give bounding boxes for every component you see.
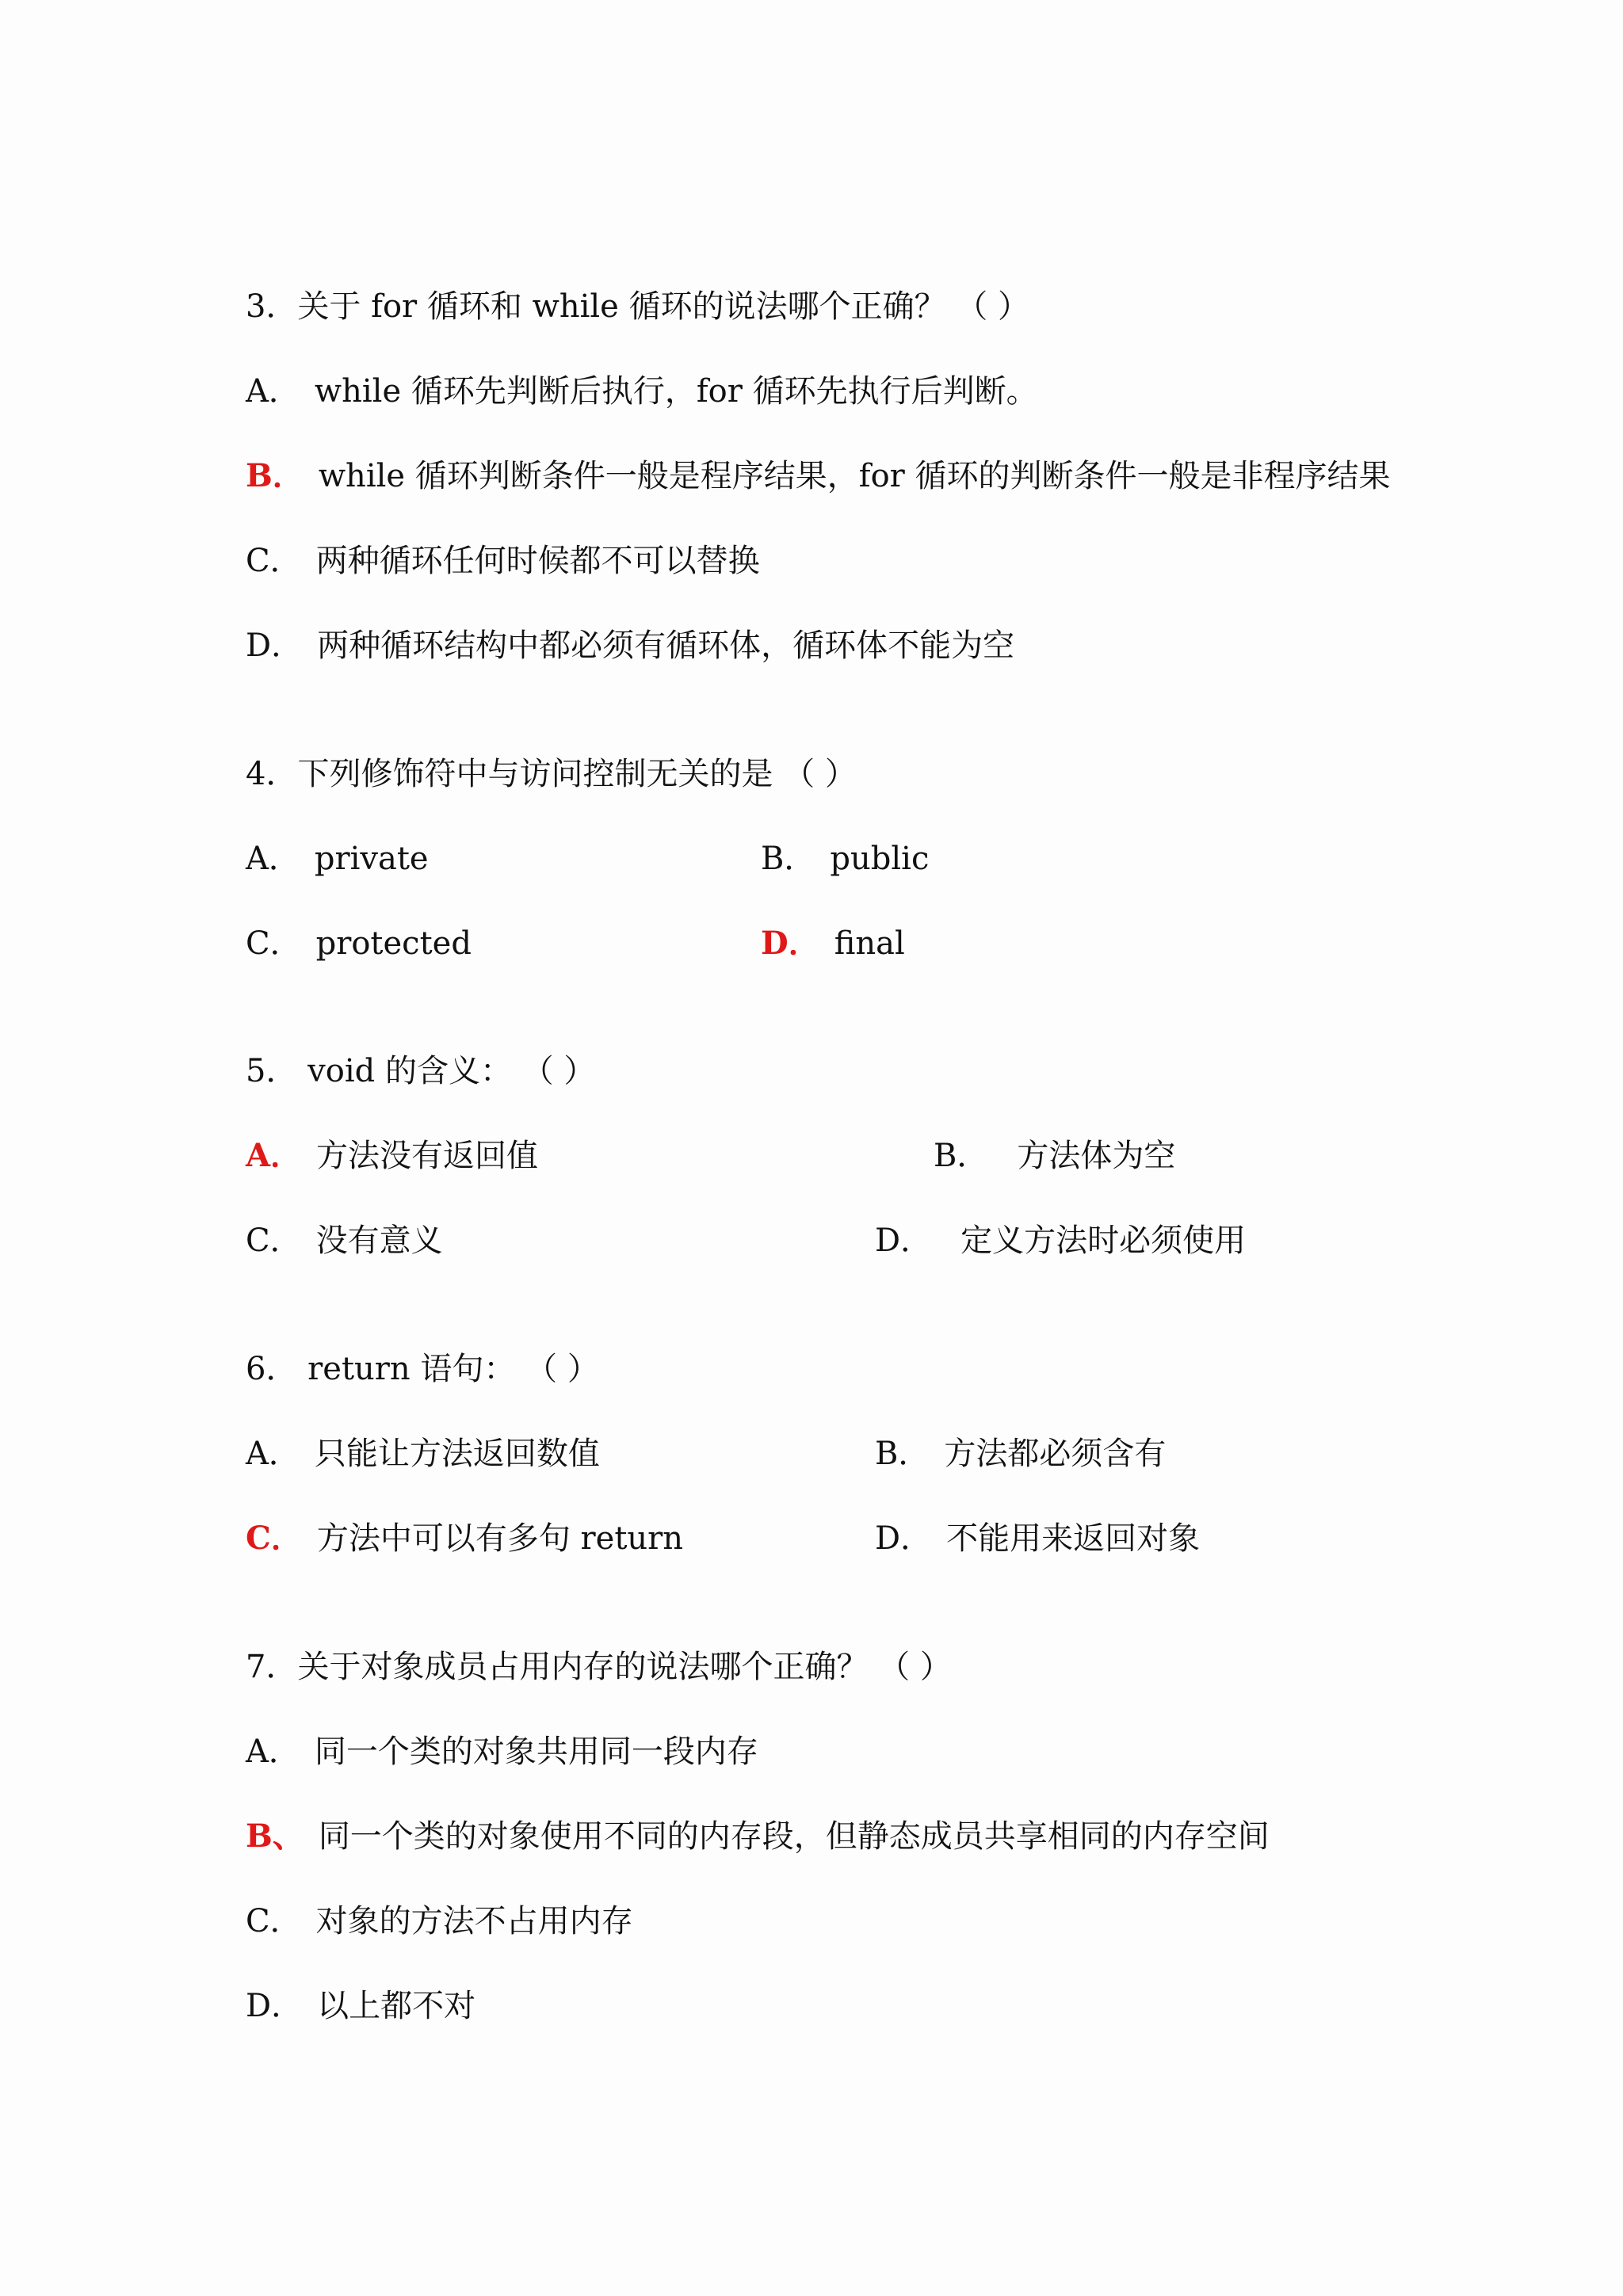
q5-option-b — [934, 1131, 1175, 1181]
option-text: 两种循环任何时候都不可以替换 — [315, 543, 760, 579]
option-letter: A． — [246, 1436, 300, 1472]
option-text: 同一个类的对象使用不同的内存段，但静态成员共享相同的内存空间 — [318, 1818, 1270, 1855]
q4-option-b — [761, 833, 929, 884]
option-letter: C． — [246, 543, 302, 579]
q7-option-a — [246, 1726, 758, 1777]
q6-option-c-answer — [246, 1513, 683, 1564]
question-6-stem: 6． return 语句： （ ） — [246, 1351, 599, 1387]
q4-option-d-answer — [761, 918, 905, 969]
q5-option-d — [875, 1215, 1246, 1266]
q3-option-c — [246, 536, 760, 586]
answer-letter: D． — [761, 925, 820, 962]
option-letter: D． — [875, 1520, 933, 1557]
q7-option-c — [246, 1896, 633, 1947]
q7-option-d — [246, 1981, 475, 2031]
option-text: while 循环判断条件一般是程序结果，for 循环的判断条件一般是非程序结果 — [318, 458, 1391, 494]
q6-option-a — [246, 1428, 600, 1479]
option-text: final — [834, 925, 905, 962]
option-letter: C． — [246, 925, 302, 962]
option-letter: D． — [246, 627, 304, 664]
option-letter: D． — [875, 1222, 933, 1259]
question-3-stem: 3．关于 for 循环和 while 循环的说法哪个正确？ （ ） — [246, 288, 1030, 325]
q3-option-d — [246, 620, 1014, 671]
option-text: 方法体为空 — [1017, 1138, 1176, 1174]
option-letter: C． — [246, 1222, 302, 1259]
q5-option-a-answer — [246, 1131, 538, 1181]
option-letter: B． — [934, 1138, 989, 1174]
option-text: 同一个类的对象共用同一段内存 — [314, 1733, 758, 1770]
option-text: 只能让方法返回数值 — [314, 1436, 600, 1472]
option-text: private — [314, 841, 429, 877]
option-letter: A． — [246, 1733, 300, 1770]
q4-option-a — [246, 833, 429, 884]
option-text: 两种循环结构中都必须有循环体，循环体不能为空 — [317, 627, 1015, 664]
answer-letter: A． — [246, 1137, 303, 1174]
q6-option-b — [875, 1428, 1166, 1479]
option-text: 方法没有返回值 — [316, 1138, 539, 1174]
option-text: protected — [315, 925, 472, 962]
option-text: 定义方法时必须使用 — [960, 1222, 1247, 1259]
q4-option-c — [246, 918, 472, 969]
q3-option-b-answer — [246, 451, 1391, 502]
option-letter: B． — [761, 841, 816, 877]
option-text: 没有意义 — [315, 1222, 443, 1259]
q7-option-b-answer — [246, 1811, 1270, 1862]
answer-letter: C． — [246, 1520, 303, 1557]
option-text: 方法中可以有多句 return — [316, 1520, 684, 1557]
option-letter: C． — [246, 1903, 302, 1939]
answer-letter: B、 — [246, 1817, 304, 1855]
option-text: while 循环先判断后执行，for 循环先执行后判断。 — [314, 373, 1038, 410]
option-text: 对象的方法不占用内存 — [315, 1903, 633, 1939]
option-text: public — [830, 841, 930, 877]
q3-option-a — [246, 366, 1038, 417]
option-letter: A． — [246, 841, 300, 877]
answer-letter: B． — [246, 457, 304, 494]
option-letter: B． — [875, 1436, 930, 1472]
q6-option-d — [875, 1513, 1200, 1564]
option-text: 不能用来返回对象 — [946, 1520, 1201, 1557]
question-5-stem: 5． void 的含义： （ ） — [246, 1053, 596, 1089]
option-text: 以上都不对 — [317, 1988, 476, 2024]
option-text: 方法都必须含有 — [944, 1436, 1167, 1472]
q5-option-c — [246, 1215, 443, 1266]
option-letter: D． — [246, 1988, 304, 2024]
option-letter: A． — [246, 373, 300, 410]
question-4-stem: 4．下列修饰符中与访问控制无关的是 （ ） — [246, 756, 857, 792]
question-7-stem: 7．关于对象成员占用内存的说法哪个正确？ （ ） — [246, 1649, 952, 1685]
